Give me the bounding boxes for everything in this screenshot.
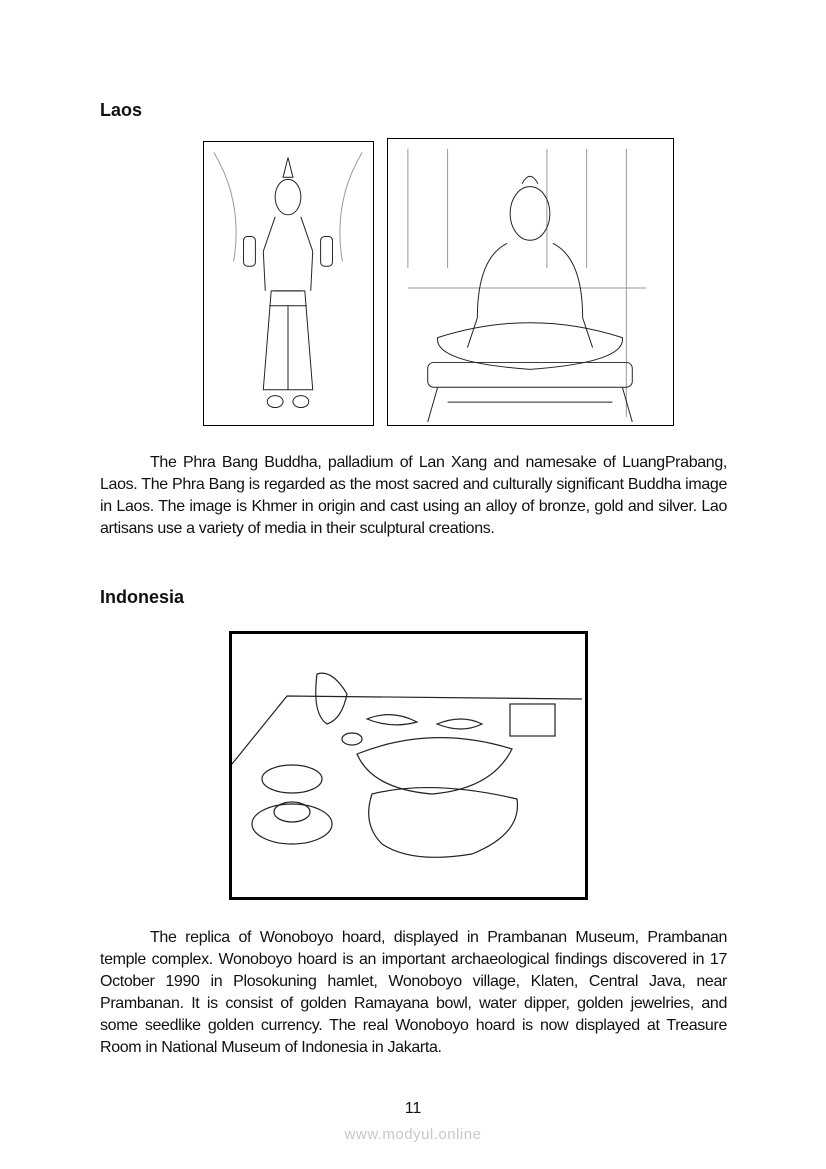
section-heading-indonesia: Indonesia xyxy=(100,587,185,607)
wonoboyo-hoard-illustration xyxy=(229,631,588,900)
watermark: www.modyul.online xyxy=(344,1126,482,1143)
standing-buddha-illustration xyxy=(203,141,374,426)
page-number: 11 xyxy=(404,1100,422,1117)
section-heading-laos: Laos xyxy=(100,100,143,120)
laos-description: The Phra Bang Buddha, palladium of Lan Xang and namesake of LuangPrabang, Laos. The Phra Bang is regarded as the most sacred and culturally significant Buddha image in Laos. The image is Khmer in origin and cast using an alloy of bronze, gold and silver. Lao artisans use a variety of media in their sculptural creations. xyxy=(100,454,727,537)
seated-buddha-illustration xyxy=(387,138,674,426)
indonesia-description: The replica of Wonoboyo hoard, displayed in Prambanan Museum, Prambanan temple complex. Wonoboyo hoard is an important archaeological findings discovered in 17 October 1990 in Plosokuning hamlet, Wonoboyo village, Klaten, Central Java, near Prambanan. It is consist of golden Ramayana bowl, water dipper, golden jewelries, and some seedlike golden currency. The real Wonoboyo hoard is now displayed at Treasure Room in National Museum of Indonesia in Jakarta. xyxy=(100,929,727,1056)
